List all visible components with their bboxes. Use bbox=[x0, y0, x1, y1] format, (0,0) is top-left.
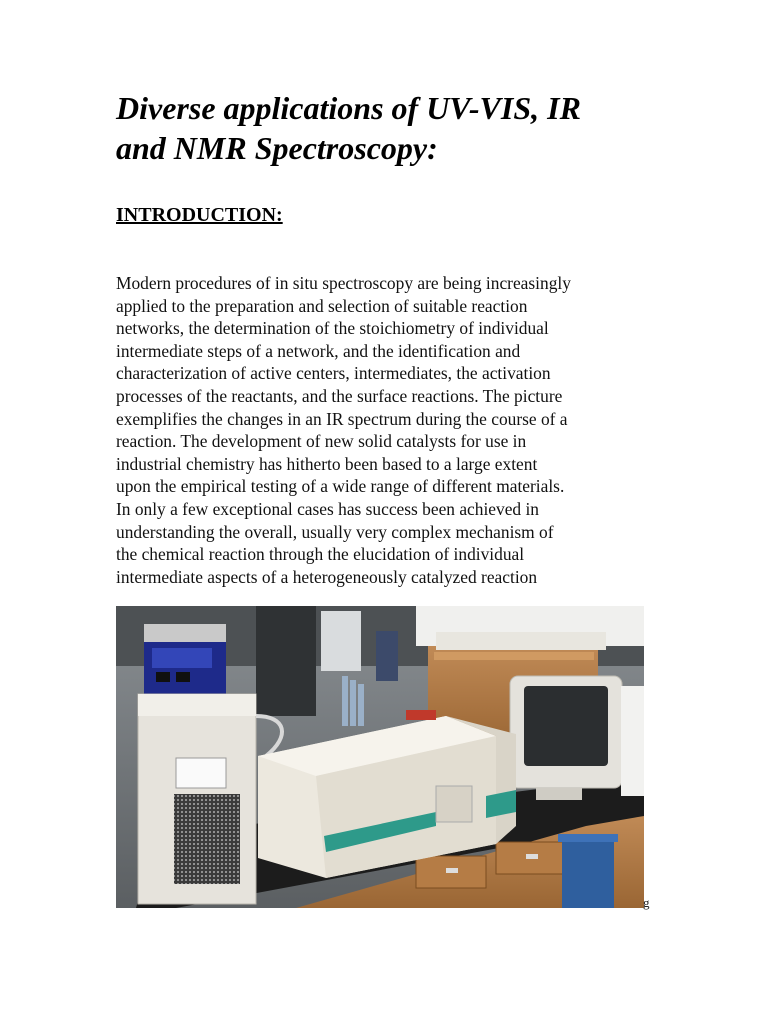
stray-text: g bbox=[643, 895, 650, 910]
lab-equipment-photo bbox=[116, 606, 644, 908]
paragraph-line: intermediate aspects of a heterogeneously catalyzed reaction bbox=[116, 566, 538, 587]
paragraph-line: exemplifies the changes in an IR spectrum during the course of a bbox=[116, 408, 568, 429]
paragraph-line: upon the empirical testing of a wide range of different materials. bbox=[116, 476, 565, 497]
title-line-2: and NMR Spectroscopy: bbox=[116, 130, 438, 166]
paragraph-line: applied to the preparation and selection of suitable reaction bbox=[116, 295, 528, 316]
paragraph-line: characterization of active centers, intermediates, the activation bbox=[116, 363, 551, 384]
introduction-paragraph bbox=[116, 272, 656, 588]
paragraph-line: understanding the overall, usually very complex mechanism of bbox=[116, 521, 554, 542]
paragraph-line: Modern procedures of in situ spectroscopy are being increasingly bbox=[116, 273, 571, 293]
section-heading: INTRODUCTION: bbox=[116, 204, 283, 226]
paragraph-line: reaction. The development of new solid catalysts for use in bbox=[116, 431, 527, 452]
paragraph-line: In only a few exceptional cases has success been achieved in bbox=[116, 498, 539, 519]
paragraph-line: industrial chemistry has hitherto been based to a large extent bbox=[116, 453, 538, 474]
paragraph-line: intermediate steps of a network, and the identification and bbox=[116, 340, 521, 361]
title-line-1: Diverse applications of UV-VIS, IR bbox=[116, 90, 581, 126]
paragraph-line: networks, the determination of the stoichiometry of individual bbox=[116, 318, 549, 339]
paragraph-line: the chemical reaction through the elucidation of individual bbox=[116, 544, 525, 565]
document-title bbox=[116, 88, 676, 168]
paragraph-line: processes of the reactants, and the surface reactions. The picture bbox=[116, 385, 563, 406]
